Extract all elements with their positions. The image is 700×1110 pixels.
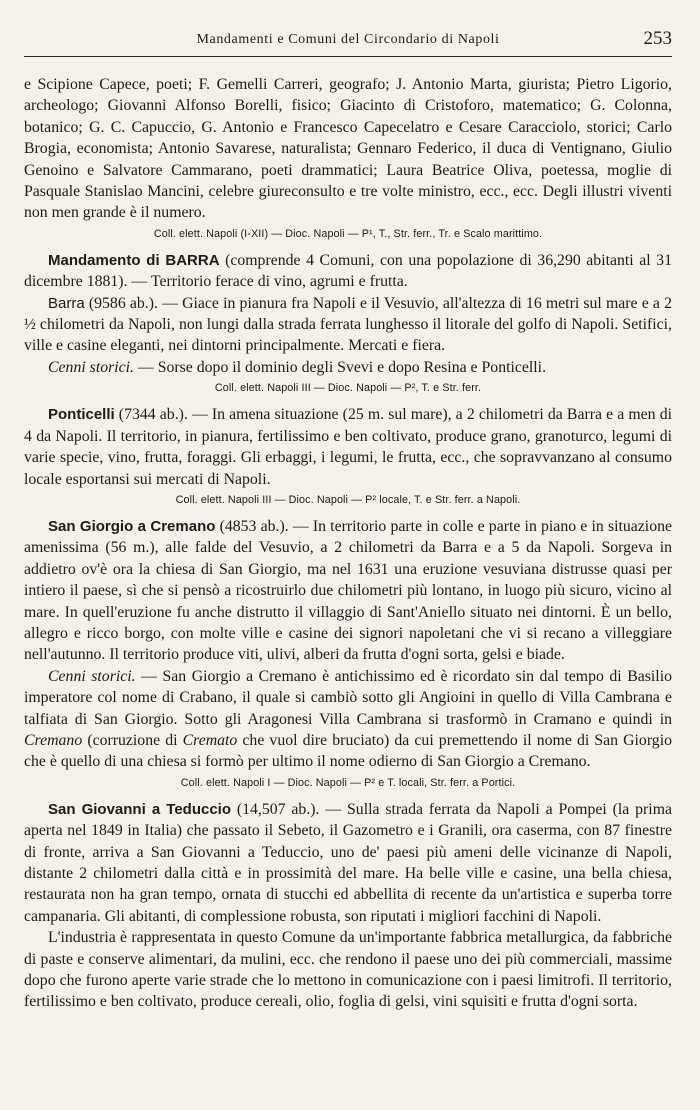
running-header <box>24 28 672 56</box>
mandamento-paragraph <box>24 250 672 293</box>
mandamento-text: (comprende 4 Comuni, con una popolazione di 36,290 abitanti al 31 dicembre 1881). — Territorio ferace di vino, agrumi e frutta. <box>24 251 672 291</box>
san-giorgio-title: San Giorgio a Cremano <box>48 517 216 535</box>
san-giorgio-cenni-a: — San Giorgio a Cremano è antichissimo ed è ricordato sin dal tempo di Basilio imperatore col nome di Crabano, il quale si cambiò sotto gli Angioini in quello di Villa Cambrana e talfiata di San Giorgio. Sotto gli Aragonesi Villa Cambrana si trasformò in Cramano e quindi in <box>24 667 672 728</box>
barra-note: Coll. elett. Napoli III — Dioc. Napoli — P², T. e Str. ferr. <box>214 382 482 395</box>
header-title: Mandamenti e Comuni del Circondario di Napoli <box>196 32 500 47</box>
ponticelli-note: Coll. elett. Napoli III — Dioc. Napoli — P² locale, T. e Str. ferr. a Napoli. <box>175 493 521 506</box>
intro-note: Coll. elett. Napoli (I-XII) — Dioc. Napoli — P¹, T., Str. ferr., Tr. e Scalo marittimo. <box>153 227 543 240</box>
ponticelli-text: (7344 ab.). — In amena situazione (25 m. sul mare), a 2 chilometri da Barra e a men di 4 da Napoli. Il territorio, in pianura, fertilissimo e ben coltivato, produce grano, granoturco, legumi di varie specie, vino, frutta, foraggi. Gli erbaggi, i legumi, le frutta, ecc., che sopravvanzano al consumo locale esportansi sui mercati di Napoli. <box>24 406 672 488</box>
page-body <box>24 74 672 1013</box>
barra-cenni-paragraph <box>24 357 672 378</box>
page-number: 253 <box>643 28 672 49</box>
barra-text: (9586 ab.). — Giace in pianura fra Napoli e il Vesuvio, all'altezza di 16 metri sul mare e a 2 ½ chilometri da Napoli, non lungi dalla strada ferrata lunghesso il litorale del golfo di Napoli. Setifici, ville e casine eleganti, nei dintorni principalmente. Mercati e fiera. <box>24 294 672 355</box>
barra-cenni-label: Cenni storici. <box>48 358 135 376</box>
ponticelli-paragraph <box>24 404 672 490</box>
cremato-word: Cremato <box>182 731 238 749</box>
barra-title: Barra <box>48 294 85 312</box>
barra-cenni-text: — Sorse dopo il dominio degli Svevi e dopo Resina e Ponticelli. <box>134 358 547 376</box>
san-giorgio-cenni-paragraph <box>24 666 672 773</box>
intro-paragraph: e Scipione Capece, poeti; F. Gemelli Carreri, geografo; J. Antonio Marta, giurista; Pietro Ligorio, archeologo; Giovanni Alfonso Borelli, fisico; Giacinto di Cristoforo, matematico; G. Colonna, botanico; G. C. Capuccio, G. Antonio e Francesco Capecelatro e Cesare Caracciolo, storici; Carlo Brogia, economista; Antonio Savarese, naturalista; Gennaro Federico, il duca di Ventignano, Giulio Genoino e Salvatore Cammarano, poeti drammatici; Laura Beatrice Oliva, poetessa, moglie di Pasquale Stanislao Mancini, celebre giureconsulto e tre volte ministro, ecc., ecc. Degli illustri viventi non men grande è il numero. <box>24 76 672 222</box>
san-giorgio-paragraph <box>24 516 672 666</box>
san-giorgio-note: Coll. elett. Napoli I — Dioc. Napoli — P² e T. locali, Str. ferr. a Portici. <box>180 776 516 789</box>
san-giovanni-paragraph <box>24 799 672 927</box>
barra-paragraph <box>24 293 672 357</box>
cremano-word: Cremano <box>24 731 83 749</box>
ponticelli-title: Ponticelli <box>48 406 115 424</box>
san-giorgio-text: (4853 ab.). — In territorio parte in colle e parte in piano e in situazione amenissima (56 m.), alle falde del Vesuvio, a 2 chilometri da Barra e a 5 da Napoli. Sorgeva in addietro ov'è ora la chiesa di San Giorgio, ma nel 1631 una eruzione vesuviana distrusse quasi per intiero il paese, sì che si pensò a ricostruirlo due chilometri più lontano, in luogo più sicuro, vicino al mare. In quell'eruzione fu anche distrutto il villaggio di Sant'Aniello situato nei dintorni. È un bello, allegro e ricco borgo, con molte ville e casine dei signori napoletani che vi si recano a villeggiare nell'autunno. Il territorio produce viti, ulivi, alberi da frutta d'ogni sorta, gelsi e biade. <box>24 517 672 664</box>
san-giovanni-text: (14,507 ab.). — Sulla strada ferrata da Napoli a Pompei (la prima aperta nel 1849 in Italia) che passato il Sebeto, il Gazometro e i Granili, ora caserma, con 87 finestre di fronte, arriva a San Giovanni a Teduccio, uno de' paesi più ameni delle vicinanze di Napoli, distante 2 chilometri dalla città e in prossimità del mare. Ha belle ville e casine, una bella chiesa, restaurata non ha gran tempo, ornata di stucchi ed abbellita di recente da un'artistica e superba torre campanaria. Gli abitanti, di complessione robusta, son riputati i migliori facchini di Napoli. <box>24 800 672 925</box>
mandamento-title: Mandamento di BARRA <box>48 251 220 269</box>
san-giorgio-cenni-c: che vuol dire bruciato) da cui premettendo il nome di San Giorgio che è quello di una chiesa si formò per ultimo il nome odierno di San Giorgio a Cremano. <box>24 731 672 771</box>
san-giovanni-title: San Giovanni a Teduccio <box>48 800 231 818</box>
san-giovanni-industry-paragraph: L'industria è rappresentata in questo Comune da un'importante fabbrica metallurgica, da fabbriche di paste e conserve alimentari, da mulini, ecc. che rendono il paese uno dei più commerciali, massime dopo che furono aperte varie strade che lo mettono in comunicazione con i paesi limitrofi. Il territorio, fertilissimo e ben coltivato, produce cereali, olio, foglia di gelsi, vini squisiti e frutta d'ogni sorta. <box>24 929 672 1011</box>
header-rule <box>24 56 672 57</box>
san-giorgio-cenni-label: Cenni storici. <box>48 667 136 685</box>
san-giorgio-cenni-b: (corruzione di <box>82 731 183 749</box>
